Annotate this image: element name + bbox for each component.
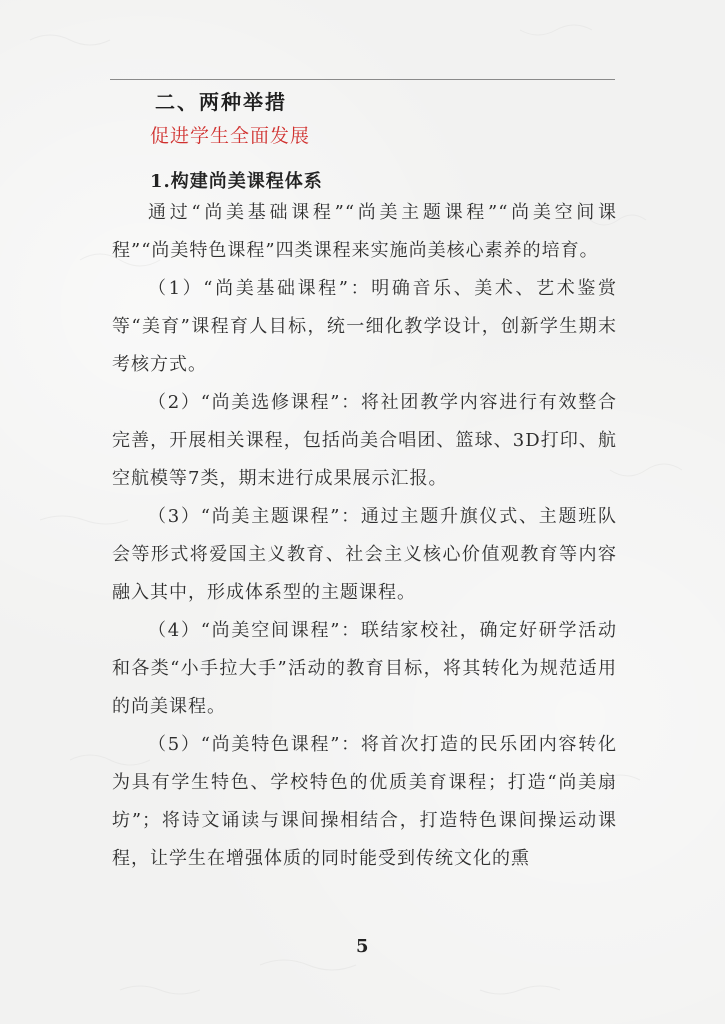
- section-subheading: 促进学生全面发展: [150, 125, 311, 147]
- paragraph-basic-course: （1）“尚美基础课程”：明确音乐、美术、艺术鉴赏等“美育”课程育人目标，统一细化教学设计，创新学生期末考核方式。: [112, 278, 617, 375]
- page-number: 5: [356, 936, 369, 957]
- paragraph-space-course: （4）“尚美空间课程”：联结家校社，确定好研学活动和各类“小手拉大手”活动的教育目标，将其转化为规范适用的尚美课程。: [112, 620, 617, 717]
- paragraph-featured-course: （5）“尚美特色课程”：将首次打造的民乐团内容转化为具有学生特色、学校特色的优质美育课程；打造“尚美扇坊”；将诗文诵读与课间操相结合，打造特色课间操运动课程，让学生在增强体质的同时能受到传统文化的熏: [112, 734, 617, 869]
- paragraph-theme-course: （3）“尚美主题课程”：通过主题升旗仪式、主题班队会等形式将爱国主义教育、社会主义核心价值观教育等内容融入其中，形成体系型的主题课程。: [112, 506, 617, 603]
- paragraph-elective-course: （2）“尚美选修课程”：将社团教学内容进行有效整合完善，开展相关课程，包括尚美合唱团、篮球、3D打印、航空航模等7类，期末进行成果展示汇报。: [112, 392, 617, 489]
- body-text: [112, 194, 617, 878]
- section-heading: 二、两种举措: [155, 90, 287, 114]
- paragraph-intro: 通过“尚美基础课程”“尚美主题课程”“尚美空间课程”“尚美特色课程”四类课程来实施尚美核心素养的培育。: [112, 202, 617, 261]
- header-rule: [110, 79, 615, 80]
- subsection-title: 1.构建尚美课程体系: [150, 171, 323, 192]
